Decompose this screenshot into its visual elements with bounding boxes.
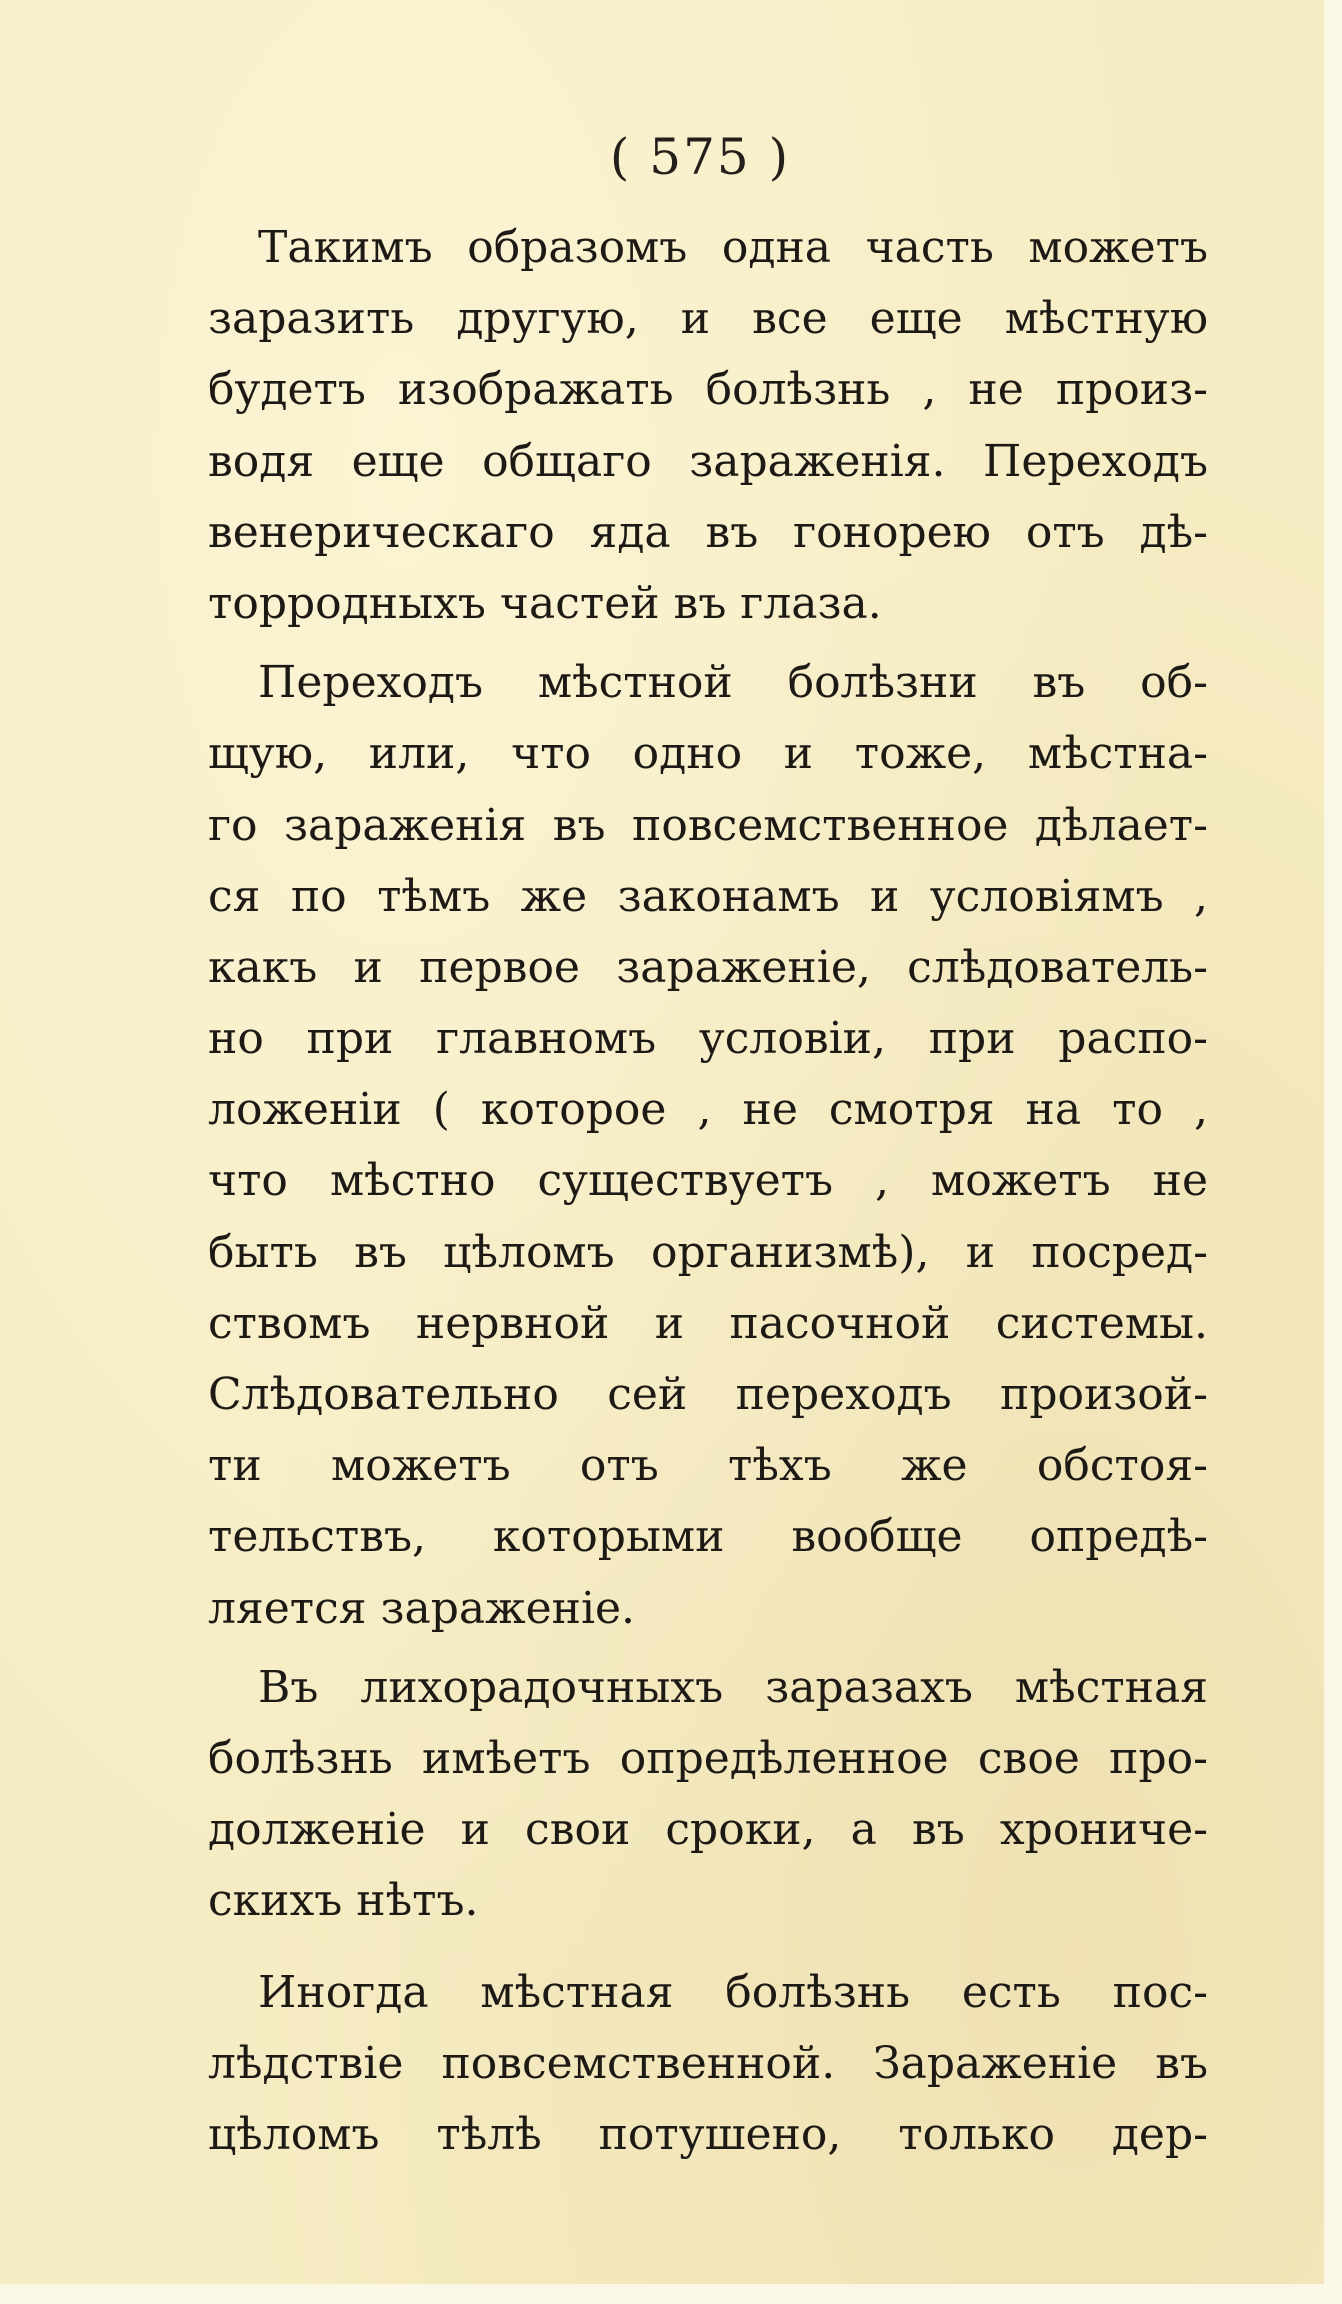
text-line: ствомъ нервной и пасочной системы.	[208, 1297, 1208, 1349]
text-line: ся по тѣмъ же законамъ и условіямъ ,	[208, 870, 1208, 922]
body-text	[208, 212, 1208, 2170]
text-line: го зараженія въ повсемственное дѣлает-	[208, 799, 1208, 851]
paragraph-3	[208, 1652, 1208, 1937]
paragraph-spacer	[208, 1937, 1208, 1957]
paragraph-2	[208, 647, 1208, 1644]
text-line: Переходъ мѣстной болѣзни въ об-	[258, 657, 1208, 709]
text-line: Такимъ образомъ одна часть можетъ	[258, 222, 1208, 273]
text-line: Слѣдовательно сей переходъ произой-	[208, 1369, 1208, 1420]
text-line: ляется зараженіе.	[208, 1582, 636, 1634]
text-line: торродныхъ частей въ глаза.	[208, 577, 882, 629]
text-line: быть въ цѣломъ организмѣ), и посред-	[208, 1226, 1208, 1278]
text-line: водя еще общаго зараженія. Переходъ	[208, 435, 1208, 487]
text-line: Иногда мѣстная болѣзнь есть пос-	[258, 1966, 1208, 2018]
text-line: Въ лихорадочныхъ заразахъ мѣстная	[258, 1661, 1208, 1713]
text-line: заразить другую, и все еще мѣстную	[208, 293, 1208, 345]
text-line: долженіе и свои сроки, а въ хрониче-	[208, 1804, 1208, 1856]
text-line: ложеніи ( которое , не смотря на то ,	[208, 1084, 1208, 1136]
text-line: болѣзнь имѣетъ опредѣленное свое про-	[208, 1732, 1208, 1784]
text-line: что мѣстно существуетъ , можетъ не	[208, 1155, 1208, 1207]
text-line: ти можетъ отъ тѣхъ же обстоя-	[208, 1440, 1208, 1492]
text-line: скихъ нѣтъ.	[208, 1875, 479, 1927]
paragraph-1	[208, 212, 1208, 639]
paragraph-4	[208, 1957, 1208, 2171]
paragraph-spacer	[208, 639, 1208, 647]
text-line: но при главномъ условіи, при распо-	[208, 1013, 1208, 1065]
text-line: будетъ изображать болѣзнь , не произ-	[208, 364, 1208, 416]
text-line: цѣломъ тѣлѣ потушено, только дер-	[208, 2108, 1208, 2160]
text-line: венерическаго яда въ гонорею отъ дѣ-	[208, 506, 1208, 558]
scan-border-bottom	[0, 2284, 1342, 2304]
text-line: лѣдствіе повсемственной. Зараженіе въ	[208, 2037, 1208, 2089]
text-line: какъ и первое зараженіе, слѣдователь-	[208, 941, 1208, 993]
paragraph-spacer	[208, 1644, 1208, 1652]
scan-border-right	[1324, 0, 1342, 2304]
text-line: щую, или, что одно и тоже, мѣстна-	[208, 728, 1208, 780]
page-number: ( 575 )	[609, 128, 791, 186]
text-line: тельствъ, которыми вообще опредѣ-	[208, 1511, 1208, 1563]
